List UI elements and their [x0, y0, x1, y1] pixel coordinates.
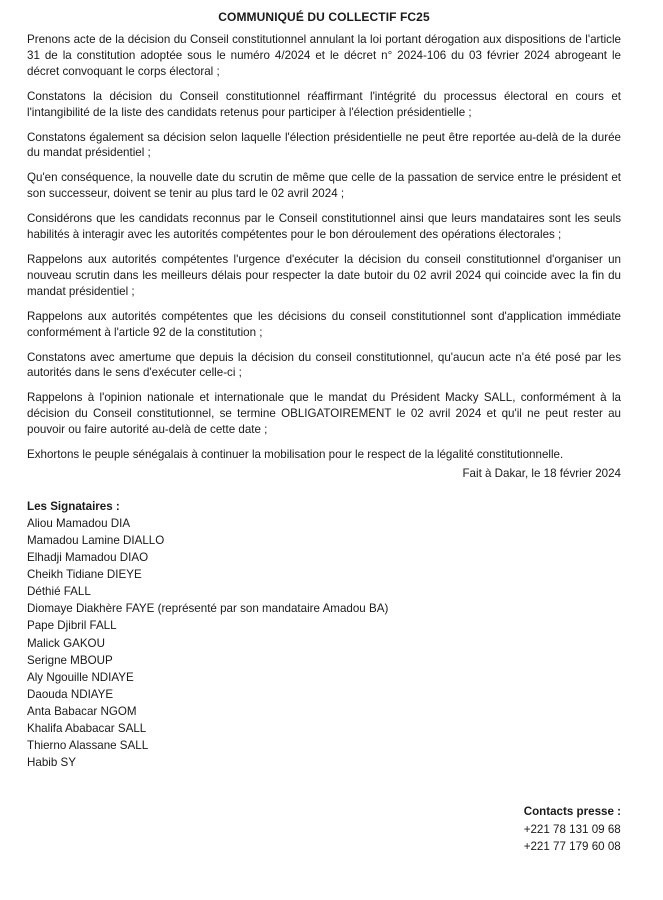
press-contacts: [524, 803, 621, 856]
body-paragraphs: [27, 32, 621, 463]
signatory: Thierno Alassane SALL: [27, 739, 149, 753]
signatory: Elhadji Mamadou DIAO: [27, 551, 149, 565]
signatory: Pape Djibril FALL: [27, 619, 117, 633]
contact-phone: +221 78 131 09 68: [523, 822, 621, 836]
paragraph: Constatons également sa décision selon laquelle l'élection présidentielle ne peut être reportée au-delà de la durée du mandat présidentiel ;: [27, 130, 621, 160]
signatories-title: Les Signataires :: [27, 499, 120, 513]
paragraph: Exhortons le peuple sénégalais à continuer la mobilisation pour le respect de la légalité constitutionnelle.: [27, 448, 564, 462]
paragraph: Prenons acte de la décision du Conseil constitutionnel annulant la loi portant dérogation aux dispositions de l'article 31 de la constitution adoptée sous le numéro 4/2024 et le décret n° 2024-106 du 03 février 2024 abrogeant le décret convoquant le corps électoral ;: [27, 33, 621, 78]
paragraph: Constatons la décision du Conseil constitutionnel réaffirmant l'intégrité du processus électoral en cours et l'intangibilité de la liste des candidats retenus pour participer à l'élection présidentielle ;: [27, 89, 621, 119]
signatory: Cheikh Tidiane DIEYE: [27, 568, 142, 582]
paragraph: Constatons avec amertume que depuis la décision du conseil constitutionnel, qu'aucun acte n'a été posé par les autorités dans le sens d'exécuter celle-ci ;: [27, 350, 621, 380]
signatory: Habib SY: [27, 756, 76, 770]
paragraph: Rappelons aux autorités compétentes que les décisions du conseil constitutionnel sont d'application immédiate conformément à l'article 92 de la constitution ;: [27, 309, 621, 339]
signatory: Aliou Mamadou DIA: [27, 516, 131, 530]
signatory: Déthié FALL: [27, 585, 91, 599]
paragraph: Considérons que les candidats reconnus par le Conseil constitutionnel ainsi que leurs mandataires sont les seuls habilités à interagir avec les autorités compétentes pour le bon déroulement des opérations électorales ;: [27, 212, 621, 242]
signatories-list: [27, 515, 621, 771]
signatory: Anta Babacar NGOM: [27, 704, 137, 718]
paragraph: Qu'en conséquence, la nouvelle date du scrutin de même que celle de la passation de service entre le président et son successeur, doivent se tenir au plus tard le 02 avril 2024 ;: [27, 171, 621, 201]
signatory: Serigne MBOUP: [27, 653, 113, 667]
signatory: Aly Ngouille NDIAYE: [27, 670, 134, 684]
signatory: Diomaye Diakhère FAYE (représenté par son mandataire Amadou BA): [27, 602, 389, 616]
signatory: Daouda NDIAYE: [27, 687, 114, 701]
signatory: Malick GAKOU: [27, 636, 105, 650]
paragraph: Rappelons aux autorités compétentes l'urgence d'exécuter la décision du conseil constitutionnel d'organiser un nouveau scrutin dans les meilleurs délais pour respecter la date butoir du 02 avril 2024 qui coincide avec la fin du mandat présidentiel ;: [27, 252, 621, 298]
signatory: Khalifa Ababacar SALL: [27, 721, 147, 735]
document-title: COMMUNIQUÉ DU COLLECTIF FC25: [218, 10, 430, 24]
contacts-title: Contacts presse :: [523, 805, 621, 818]
contact-phone: +221 77 179 60 08: [523, 840, 621, 853]
paragraph: Rappelons à l'opinion nationale et internationale que le mandat du Président Macky SALL, conformément à la décision du Conseil constitutionnel, se termine OBLIGATOIREMENT le 02 avril 2024 et qu'il ne peut rester au pouvoir ou faire autorité au-delà de cette date ;: [27, 391, 621, 437]
signatory: Mamadou Lamine DIALLO: [27, 533, 165, 547]
date-line: Fait à Dakar, le 18 février 2024: [462, 466, 621, 480]
